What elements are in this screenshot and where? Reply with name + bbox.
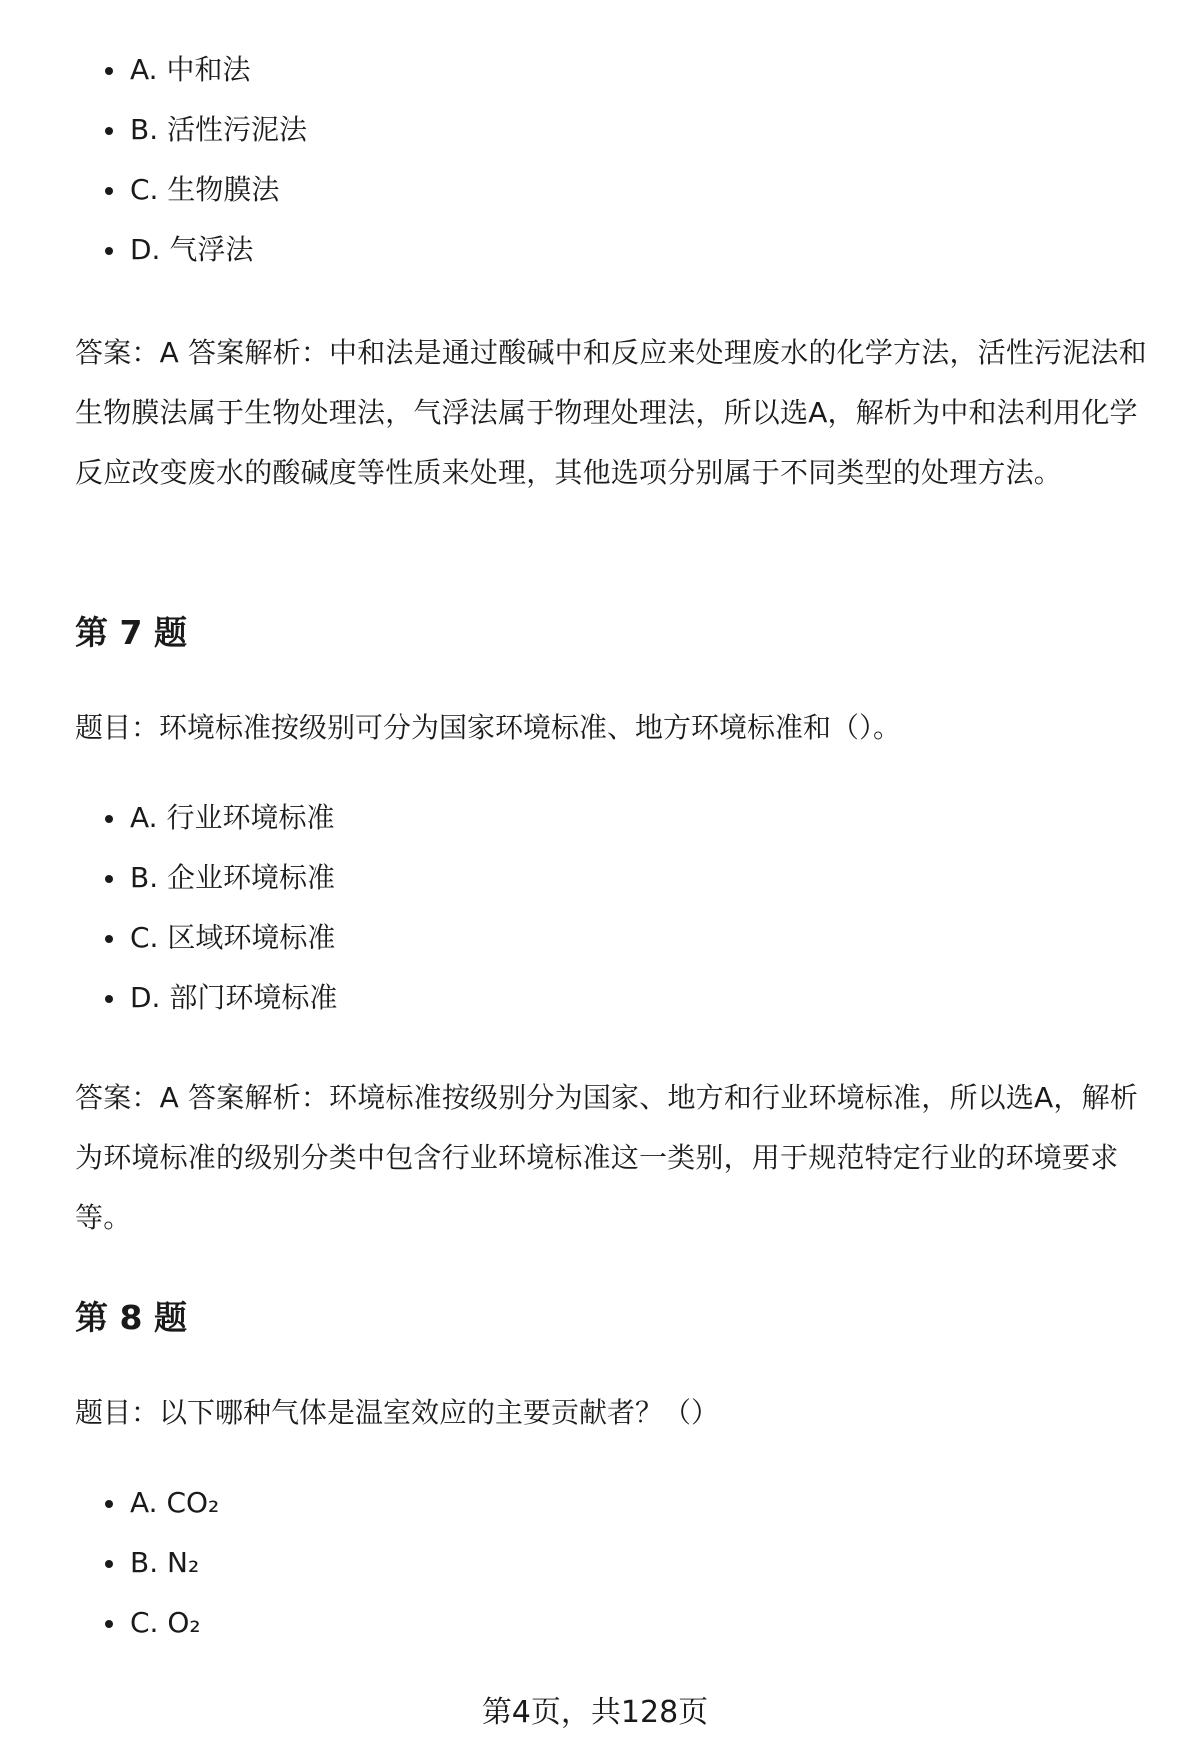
bullet-icon	[105, 995, 113, 1003]
bullet-icon	[105, 67, 113, 75]
question-7-answer-explanation: 答案：A 答案解析：环境标准按级别分为国家、地方和行业环境标准，所以选A，解析为环境标准的级别分类中包含行业环境标准这一类别，用于规范特定行业的环境要求等。	[75, 1081, 1139, 1234]
bullet-icon	[105, 1620, 113, 1628]
bullet-icon	[105, 875, 113, 883]
question-8-text: 题目：以下哪种气体是温室效应的主要贡献者？（）	[75, 1396, 720, 1429]
option-c	[75, 1593, 1160, 1653]
prev-answer-explanation: 答案：A 答案解析：中和法是通过酸碱中和反应来处理废水的化学方法，活性污泥法和生物膜法属于生物处理法，气浮法属于物理处理法，所以选A，解析为中和法利用化学反应改变废水的酸碱度等性质来处理，其他选项分别属于不同类型的处理方法。	[75, 336, 1147, 489]
question-8-heading: 第 8 题	[75, 1298, 187, 1337]
option-text: D. 气浮法	[130, 233, 254, 266]
option-a	[75, 1473, 1160, 1533]
bullet-icon	[105, 1560, 113, 1568]
option-text: B. 活性污泥法	[130, 113, 308, 146]
option-text: C. 生物膜法	[130, 173, 280, 206]
option-text: B. N₂	[130, 1546, 200, 1579]
bullet-icon	[105, 815, 113, 823]
option-text: C. 区域环境标准	[130, 921, 336, 954]
option-a	[75, 40, 1160, 100]
bullet-icon	[105, 247, 113, 255]
option-text: A. 中和法	[130, 53, 251, 86]
bullet-icon	[105, 935, 113, 943]
question-7-options	[75, 788, 1160, 1028]
option-text: A. 行业环境标准	[130, 801, 335, 834]
option-text: D. 部门环境标准	[130, 981, 338, 1014]
question-7-text: 题目：环境标准按级别可分为国家环境标准、地方环境标准和（）。	[75, 711, 902, 744]
option-c	[75, 908, 1160, 968]
question-7-heading: 第 7 题	[75, 613, 187, 652]
option-text: A. CO₂	[130, 1486, 220, 1519]
page-number-footer: 第4页，共128页	[481, 1695, 709, 1730]
option-d	[75, 220, 1160, 280]
bullet-icon	[105, 127, 113, 135]
option-b	[75, 1533, 1160, 1593]
option-text: B. 企业环境标准	[130, 861, 336, 894]
question-8-options	[75, 1473, 1160, 1653]
option-a	[75, 788, 1160, 848]
bullet-icon	[105, 1500, 113, 1508]
prev-question-options	[75, 40, 1160, 280]
bullet-icon	[105, 187, 113, 195]
option-d	[75, 968, 1160, 1028]
option-text: C. O₂	[130, 1606, 201, 1639]
option-b	[75, 848, 1160, 908]
option-b	[75, 100, 1160, 160]
option-c	[75, 160, 1160, 220]
